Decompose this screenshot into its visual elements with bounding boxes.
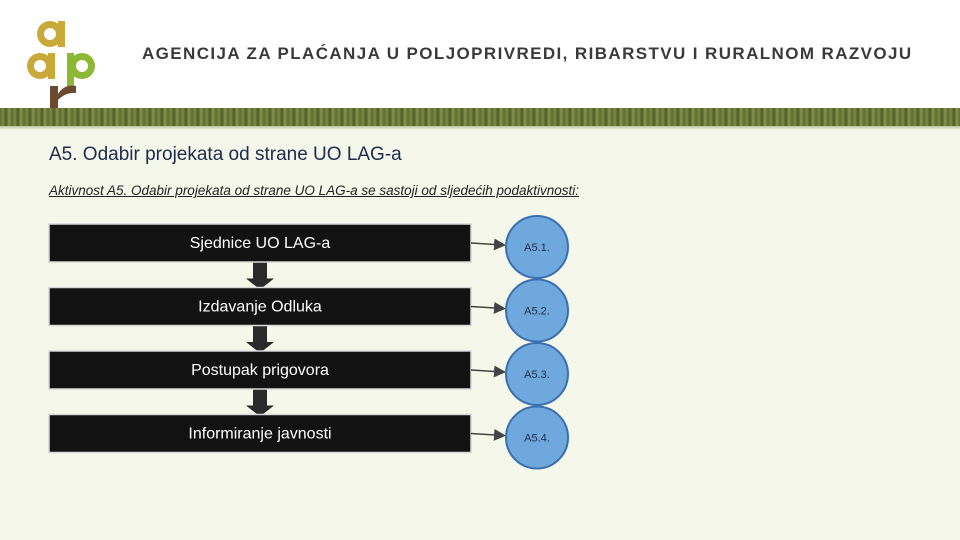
step-code: A5.4.: [524, 432, 550, 445]
step-code: A5.3.: [524, 369, 550, 381]
step-code: A5.1.: [524, 242, 550, 254]
step-label: Postupak prigovora: [191, 362, 329, 379]
step-label: Informiranje javnosti: [188, 425, 332, 443]
agency-name: AGENCIJA ZA PLAĆANJA U POLJOPRIVREDI, RIBARSTVU I RURALNOM RAZVOJU: [142, 44, 913, 63]
page-subtitle: Aktivnost A5. Odabir projekata od strane UO LAG-a se sastoji od sljedećih podaktivnosti:: [49, 183, 580, 198]
step-connector: [471, 243, 503, 245]
flow-arrow-shaft: [253, 326, 267, 344]
step-connector: [471, 370, 503, 372]
page-title: A5. Odabir projekata od strane UO LAG-a: [49, 144, 402, 165]
step-connector: [471, 307, 503, 309]
step-code: A5.2.: [524, 305, 550, 318]
step-label: Izdavanje Odluka: [198, 298, 322, 316]
step-connector: [471, 434, 503, 436]
step-label: Sjednice UO LAG-a: [189, 235, 331, 252]
flow-arrow-shaft: [253, 262, 267, 280]
flow-arrow-shaft: [253, 389, 267, 407]
